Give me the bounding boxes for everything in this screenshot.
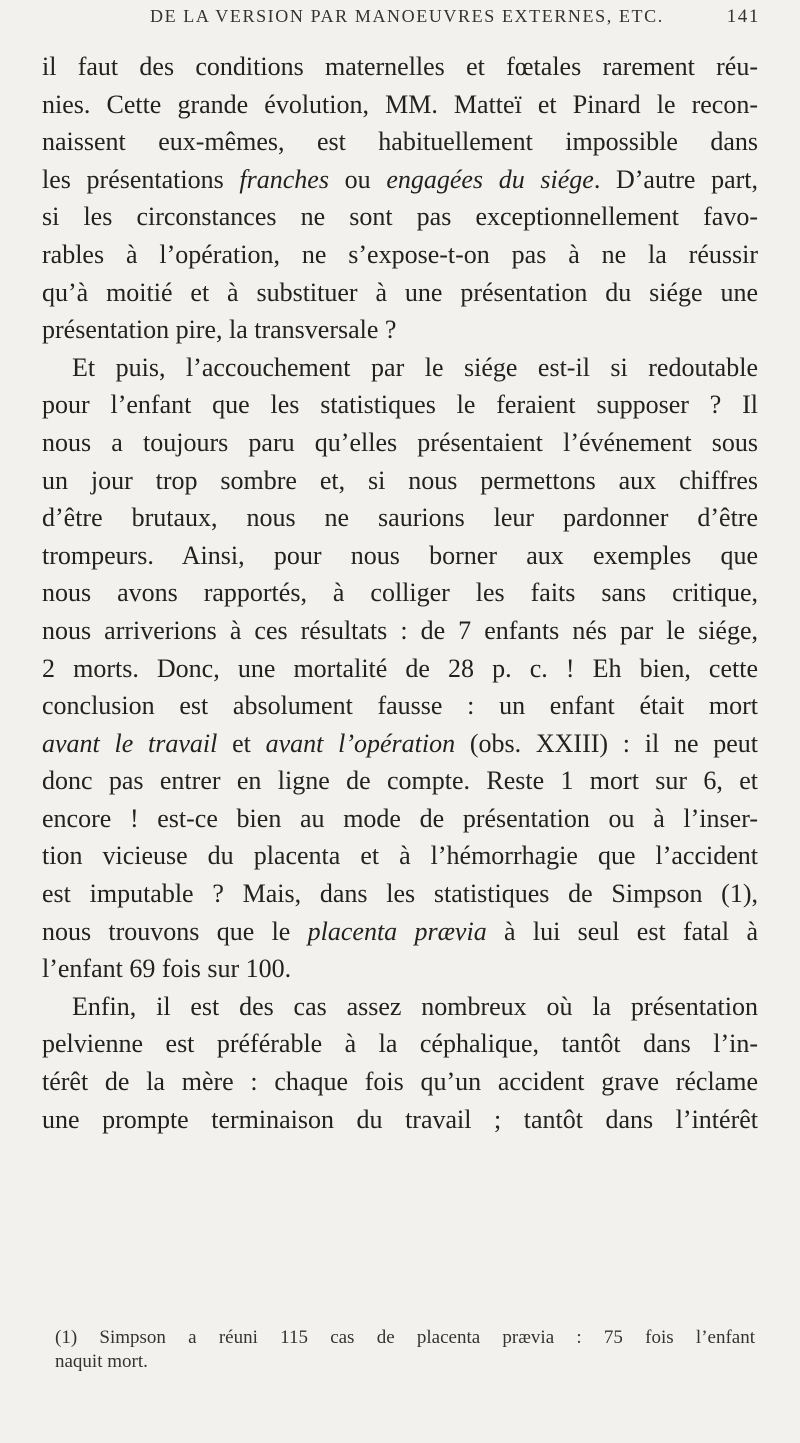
text-line: trompeurs. Ainsi, pour nous borner aux exemples que (42, 540, 758, 570)
italic-run: avant le travail (42, 728, 218, 758)
text-line: si les circonstances ne sont pas exceptionnellement favo- (42, 202, 758, 232)
text-run: et (217, 728, 266, 758)
text-line: 2 morts. Donc, une mortalité de 28 p. c. ! Eh bien, cette (42, 653, 758, 683)
text-line: nous avons rapportés, à colliger les faits sans critique, (42, 578, 758, 608)
footnote-line: naquit mort. (55, 1351, 148, 1372)
italic-run: avant l’opération (265, 728, 456, 758)
text-line: naissent eux-mêmes, est habituellement impossible dans (42, 127, 758, 157)
page-number: 141 (726, 6, 760, 27)
text-line: est imputable ? Mais, dans les statistiques de Simpson (1), (42, 879, 758, 909)
text-run: à lui seul est fatal à (486, 916, 758, 946)
italic-run: engagées du siége (386, 164, 594, 194)
text-run: . D’autre part, (593, 164, 758, 194)
text-run: nous trouvons que le (42, 916, 308, 946)
text-line: d’être brutaux, nous ne saurions leur pardonner d’être (42, 503, 758, 533)
text-line: présentation pire, la transversale ? (42, 315, 397, 345)
text-line: nies. Cette grande évolution, MM. Matteï et Pinard le recon- (42, 89, 758, 119)
text-line: conclusion est absolument fausse : un enfant était mort (42, 691, 758, 721)
text-line: Enfin, il est des cas assez nombreux où la présentation (72, 991, 758, 1021)
text-line: donc pas entrer en ligne de compte. Reste 1 mort sur 6, et (42, 766, 758, 796)
body-text (42, 48, 758, 1138)
text-line: rables à l’opération, ne s’expose-t-on pas à ne la réussir (42, 239, 758, 269)
text-line: Et puis, l’accouchement par le siége est-il si redoutable (72, 352, 758, 382)
running-title: DE LA VERSION PAR MANOEUVRES EXTERNES, ETC. (150, 6, 664, 26)
text-run: ou (328, 164, 387, 194)
italic-run: placenta prævia (307, 916, 487, 946)
footnote-line: (1) Simpson a réuni 115 cas de placenta prævia : 75 fois l’enfant (55, 1327, 755, 1348)
text-line: nous arriverions à ces résultats : de 7 enfants nés par le siége, (42, 615, 758, 645)
text-line: pelvienne est préférable à la céphalique, tantôt dans l’in- (42, 1029, 758, 1059)
italic-run: franches (239, 164, 329, 194)
text-line: térêt de la mère : chaque fois qu’un accident grave réclame (42, 1067, 758, 1097)
text-line: tion vicieuse du placenta et à l’hémorrhagie que l’accident (42, 841, 758, 871)
text-line: pour l’enfant que les statistiques le feraient supposer ? Il (42, 390, 758, 420)
footnote (55, 1326, 755, 1374)
text-line: l’enfant 69 fois sur 100. (42, 954, 292, 984)
text-line (42, 161, 758, 199)
text-line: encore ! est-ce bien au mode de présentation ou à l’inser- (42, 803, 758, 833)
text-line: un jour trop sombre et, si nous permettons aux chiffres (42, 465, 758, 495)
text-run: (obs. XXIII) : il ne peut (455, 728, 758, 758)
text-line: nous a toujours paru qu’elles présentaient l’événement sous (42, 427, 758, 457)
text-run: les présentations (42, 164, 240, 194)
text-line: une prompte terminaison du travail ; tantôt dans l’intérêt (42, 1104, 758, 1134)
text-line: il faut des conditions maternelles et fœtales rarement réu- (42, 52, 758, 81)
text-line: qu’à moitié et à substituer à une présentation du siége une (42, 277, 758, 307)
text-line (42, 725, 758, 763)
running-head (150, 6, 760, 36)
text-line (42, 913, 758, 951)
